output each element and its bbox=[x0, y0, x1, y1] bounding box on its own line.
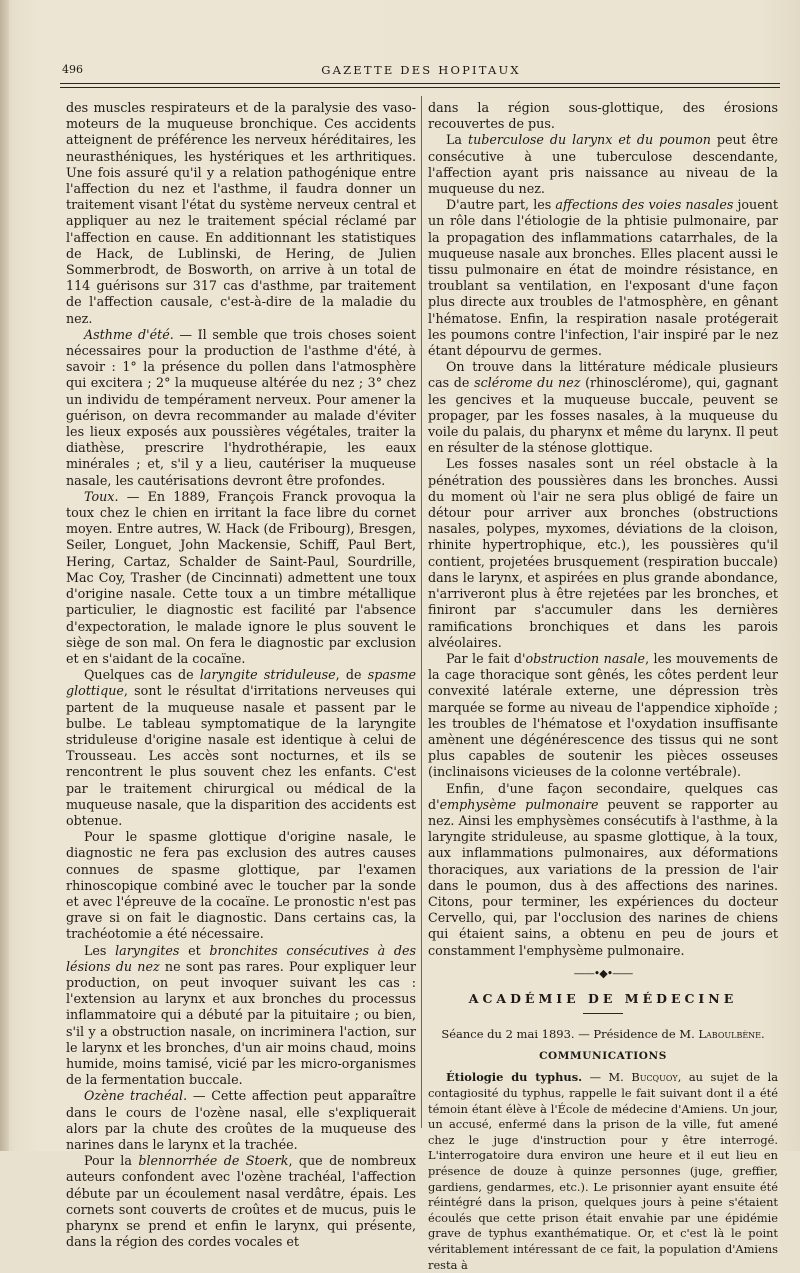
paragraph-tuberculose: La tuberculose du larynx et du poumon peut être consécutive à une tuberculose descendante, l'affection ayant pris naissance au niveau de la muqueuse du nez. bbox=[428, 132, 778, 197]
paragraph-poussieres: Les fosses nasales sont un réel obstacle à la pénétration des poussières dans les bronches. Aussi du moment où l'air ne sera plus obligé de faire un détour pour arriver aux bronches (obstructions nasales, polypes, myxomes, déviations de la cloison, rhinite hypertrophique, etc.), les poussières qu'il contient, projetées brusquement (respiration buccale) dans le larynx, et aspirées en plus grande abondance, n'arriveront plus à être rejetées par les bronches, et finiront par s'accumuler dans les dernières ramifications bronchiques et dans les parois alvéolaires. bbox=[428, 456, 778, 650]
header-rule-thin bbox=[60, 87, 780, 88]
right-column bbox=[428, 100, 778, 1273]
page-number: 496 bbox=[62, 63, 83, 76]
paragraph-phtisie: D'autre part, les affections des voies nasales jouent un rôle dans l'étiologie de la phtisie pulmonaire, par la propagation des inflammations catarrhales, de la muqueuse nasale aux bronches. Elles placent aussi le tissu pulmonaire en état de moindre résistance, en troublant sa ventilation, en l'exposant d'une façon plus directe aux troubles de l'atmosphère, en gênant l'hématose. Enfin, la respiration nasale protégerait les poumons contre l'infection, l'air inspiré par le nez étant dépourvu de germes. bbox=[428, 197, 778, 359]
paragraph-asthme-ete: Asthme d'été. — Il semble que trois choses soient nécessaires pour la production de l'asthme d'été, à savoir : 1° la présence du pollen dans l'atmosphère qui excitera ; 2° la muqueuse altérée du nez ; 3° chez un individu de tempérament nerveux. Pour amener la guérison, on devra recommander au malade d'éviter les lieux exposés aux poussières végétales, traiter la diathèse, prescrire l'hydrothérapie, les eaux minérales ; et, s'il y a lieu, cautériser la muqueuse nasale, les cautérisations devront être profondes. bbox=[66, 326, 416, 488]
paragraph-sclerome: On trouve dans la littérature médicale plusieurs cas de sclérome du nez (rhinosclérome), qui, gagnant les gencives et la muqueuse buccale, peuvent se propager, par les fosses nasales, à la muqueuse du voile du palais, du pharynx et même du larynx. Il peut en résulter de la sténose glottique. bbox=[428, 359, 778, 456]
section-title-toux: Toux. bbox=[84, 488, 119, 504]
paragraph-sous-glottique: dans la région sous-glottique, des érosions recouvertes de pus. bbox=[428, 100, 778, 132]
paragraph-emphyseme: Enfin, d'une façon secondaire, quelques cas d'emphysème pulmonaire peuvent se rapporter au nez. Ainsi les emphysèmes consécutifs à l'asthme, à la laryngite striduleuse, au spasme glottique, à la toux, aux inflammations pulmonaires, aux déformations thoraciques, aux variations de la pression de l'air dans le poumon, dus à des affections des narines. Citons, pour terminer, les expériences du docteur Cervello, qui, par l'occlusion des narines de chiens qui étaient sains, a obtenu en peu de jours et constamment l'emphysème pulmonaire. bbox=[428, 780, 778, 958]
paragraph-bronchites: Les laryngites et bronchites consécutives à des lésions du nez ne sont pas rares. Pour expliquer leur production, on peut invoquer suivant les cas : l'extension au larynx et aux bronches du processus inflammatoire qui a débuté par la pituitaire ; ou bien, s'il y a obstruction nasale, on incriminera l'action, sur le larynx et les bronches, d'un air moins chaud, moins humide, moins tamisé, vicié par les micro-organismes de la fermentation buccale. bbox=[66, 942, 416, 1088]
paragraph-obstruction: Par le fait d'obstruction nasale, les mouvements de la cage thoracique sont gênés, les côtes perdent leur convexité latérale externe, une dépression très marquée se forme au niveau de l'appendice xiphoïde ; les troubles de l'hématose et l'oxydation insuffisante amènent une dégénérescence des tissus qui ne sont plus capables de soutenir les pièces osseuses (inclinaisons vicieuses de la colonne vertébrale). bbox=[428, 650, 778, 780]
seance-line: Séance du 2 mai 1893. — Présidence de M. Laboulbène. bbox=[441, 1026, 765, 1041]
paragraph-spasme: Pour le spasme glottique d'origine nasale, le diagnostic ne fera pas exclusion des autres causes connues de spasme glottique, par l'examen rhinoscopique combiné avec le toucher par la sonde et avec l'épreuve de la cocaïne. Le pronostic n'est pas grave si on fait le diagnostic. Dans certains cas, la trachéotomie a été nécessaire. bbox=[66, 829, 416, 942]
header-rule-thick bbox=[60, 83, 780, 84]
section-ornament: ——•◆•—— bbox=[573, 966, 633, 980]
section-heading-academie: ACADÉMIE DE MÉDECINE bbox=[468, 990, 738, 1006]
article-title-typhus: Étiologie du typhus. bbox=[446, 1070, 583, 1085]
page-binding-edge bbox=[0, 0, 9, 1151]
column-divider bbox=[421, 96, 422, 1128]
paragraph-blennorrhee: Pour la blennorrhée de Stoerk, que de nombreux auteurs confondent avec l'ozène trachéal, l'affection débute par un écoulement nasal verdâtre, épais. Les cornets sont couverts de croûtes et de mucus, puis le pharynx se prend et enfin le larynx, qui présente, dans la région des cordes vocales et bbox=[66, 1153, 416, 1250]
paragraph-asthma-continued: des muscles respirateurs et de la paralysie des vaso-moteurs de la muqueuse bronchique. Ces accidents atteignent de préférence les nerveux héréditaires, les neurasthéniques, les hystériques et les arthritiques. Une fois assuré qu'il y a relation pathogénique entre l'affection du nez et l'asthme, il faudra donner un traitement visant l'état du système nerveux central et appliquer au nez le traitement spécial réclamé par l'affection en cause. En additionnant les statistiques de Hack, de Lublinski, de Hering, de Julien Sommerbrodt, de Bosworth, on arrive à un total de 114 guérisons sur 317 cas d'asthme, par traitement de l'affection causale, c'est-à-dire de la maladie du nez. bbox=[66, 100, 416, 326]
section-title-ozene: Ozène trachéal. bbox=[84, 1088, 188, 1104]
communications-heading: COMMUNICATIONS bbox=[539, 1050, 667, 1063]
paragraph-toux: Toux. — En 1889, François Franck provoqua la toux chez le chien en irritant la face libre du cornet moyen. Entre autres, W. Hack (de Fribourg), Bresgen, Seiler, Longuet, John Mackensie, Schiff, Paul Bert, Hering, Cartaz, Schalder de Saint-Paul, Sourdrille, Mac Coy, Trasher (de Cincinnati) admettent une toux d'origine nasale. Cette toux a un timbre métallique particulier, le diagnostic est facilité par l'absence d'expectoration, le malade ignore le plus souvent le siège de son mal. On fera le diagnostic par exclusion et en s'aidant de la cocaïne. bbox=[66, 488, 416, 666]
page-header bbox=[62, 63, 780, 79]
journal-title: GAZETTE DES HOPITAUX bbox=[321, 63, 521, 77]
heading-rule bbox=[583, 1013, 623, 1014]
paragraph-etiologie-typhus: Étiologie du typhus. — M. Bucquoy, au sujet de la contagiosité du typhus, rappelle le fait suivant dont il a été témoin étant élève à l'École de médecine d'Amiens. Un jour, un accusé, enfermé dans la prison de la ville, fut amené chez le juge d'instruction pour y être interrogé. L'interrogatoire dura environ une heure et il eut lieu en présence de douze à quinze personnes (juge, greffier, gardiens, gendarmes, etc.). Le prisonnier ayant ensuite été réintégré dans la prison, quelques jours à peine s'étaient écoulés que cette prison était envahie par une épidémie grave de typhus exanthématique. Or, et c'est là le point véritablement intéressant de ce fait, la population d'Amiens resta à bbox=[428, 1070, 779, 1272]
paragraph-laryngite: Quelques cas de laryngite striduleuse, de spasme glottique, sont le résultat d'irritations nerveuses qui partent de la muqueuse nasale et passent par le bulbe. Le tableau symptomatique de la laryngite striduleuse d'origine nasale est identique à celui de Trousseau. Les accès sont nocturnes, et ils se rencontrent le plus souvent chez les enfants. C'est par le traitement chirurgical ou médical de la muqueuse nasale, que la disparition des accidents est obtenue. bbox=[66, 667, 416, 828]
section-title-asthme-ete: Asthme d'été. bbox=[84, 326, 174, 342]
left-column bbox=[66, 100, 416, 1250]
paragraph-ozene: Ozène trachéal. — Cette affection peut apparaître dans le cours de l'ozène nasal, elle s'expliquerait alors par la chute des croûtes de la muqueuse des narines dans le larynx et la trachée. bbox=[66, 1088, 416, 1152]
